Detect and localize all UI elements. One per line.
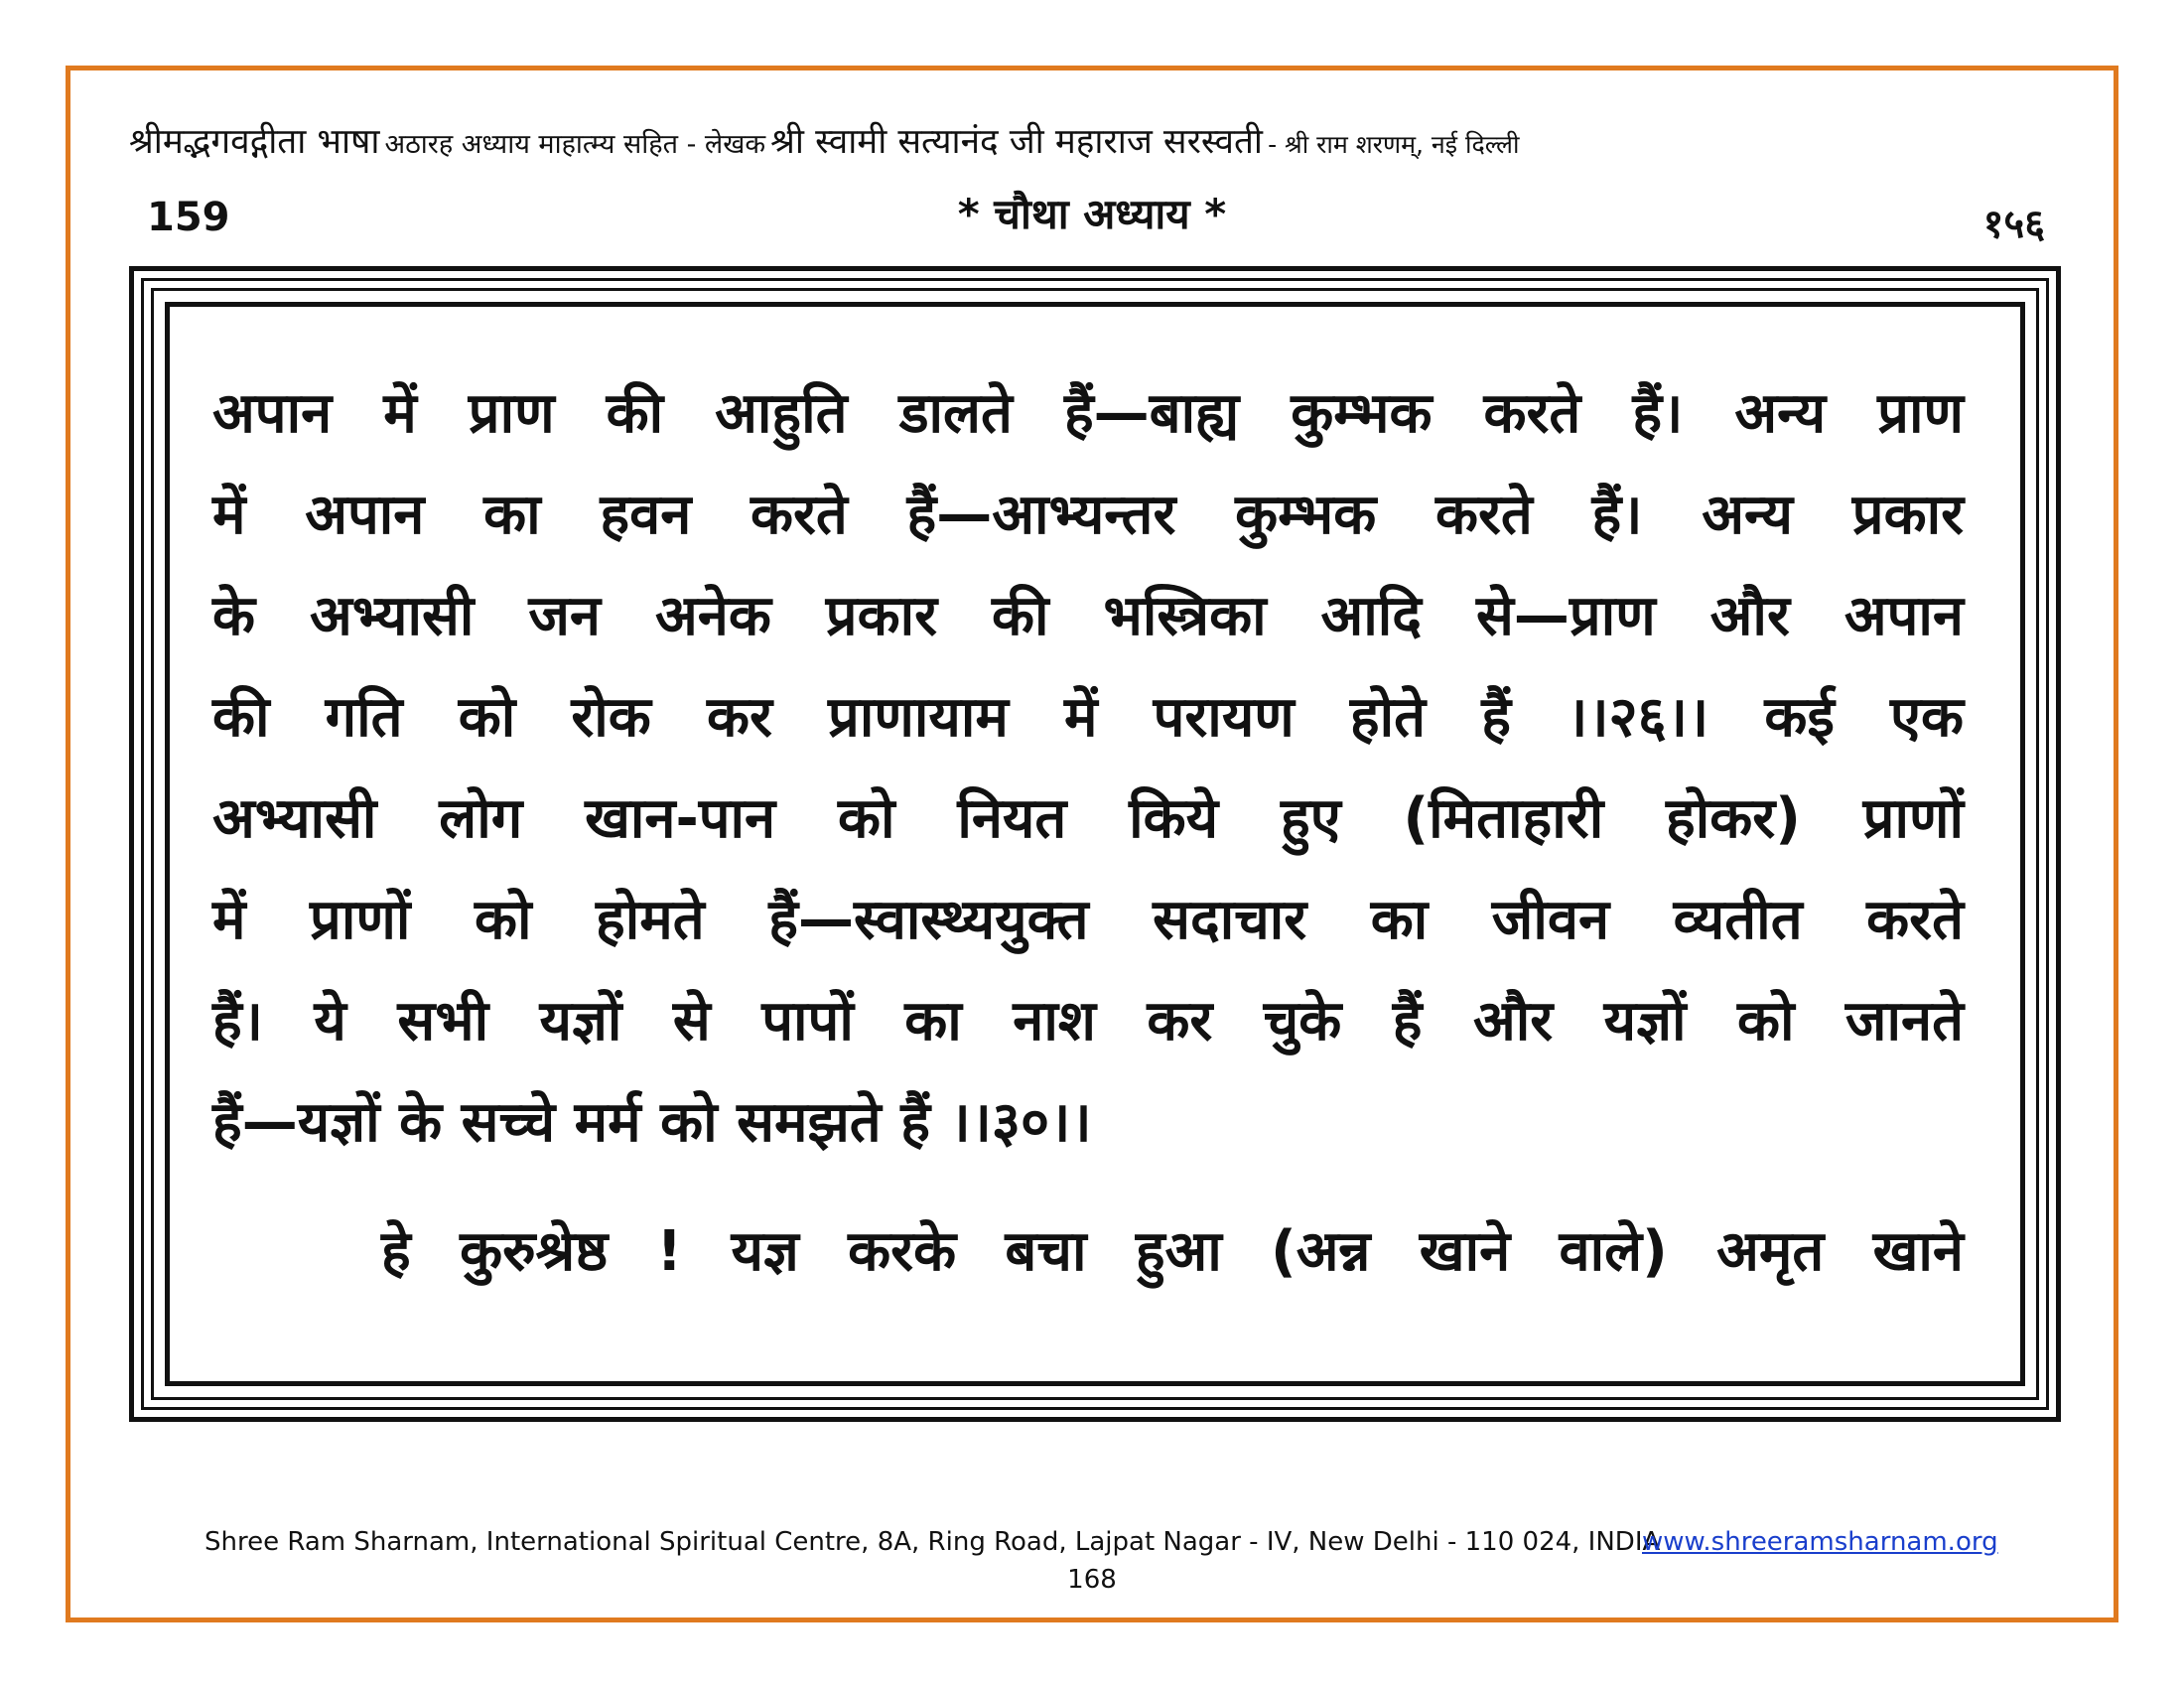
footer-address: Shree Ram Sharnam, International Spiritual Centre, 8A, Ring Road, Lajpat Nagar - IV, New Delhi - 110 024, INDIA — [205, 1527, 1661, 1557]
verse-line: में प्राणों को होमते हैं—स्वास्थ्ययुक्त सदाचार का जीवन व्यतीत करते — [212, 888, 1964, 952]
publisher-name: - श्री राम शरणम्, नई दिल्ली — [1268, 130, 1520, 159]
book-subtitle: अठारह अध्याय माहात्म्य सहित - लेखक — [384, 129, 766, 160]
chapter-title: * चौथा अध्याय * — [957, 190, 1227, 238]
verse-next-line: हे कुरुश्रेष्ठ ! यज्ञ करके बचा हुआ (अन्न खाने वाले) अमृत खाने — [381, 1219, 1964, 1284]
header-line — [129, 117, 2065, 164]
book-title: श्रीमद्भगवद्गीता भाषा — [129, 122, 380, 162]
website-link[interactable]: www.shreeramsharnam.org — [1642, 1527, 1998, 1557]
verse-line: अभ्यासी लोग खान-पान को नियत किये हुए (मिताहारी होकर) प्राणों — [212, 786, 1964, 851]
footer-page-number: 168 — [1067, 1565, 1117, 1595]
page-number-right: १५६ — [1982, 202, 2045, 247]
author-name: श्री स्वामी सत्यानंद जी महाराज सरस्वती — [770, 122, 1263, 162]
verse-line: के अभ्यासी जन अनेक प्रकार की भस्त्रिका आदि से—प्राण और अपान — [212, 584, 1964, 648]
verse-line: हैं—यज्ञों के सच्चे मर्म को समझते हैं ।।३०।। — [212, 1090, 1092, 1155]
page-number-left: 159 — [147, 195, 230, 240]
verse-line: की गति को रोक कर प्राणायाम में परायण होते हैं ।।२६।। कई एक — [212, 685, 1964, 750]
verse-text-block — [212, 363, 1964, 1303]
verse-line: अपान में प्राण की आहुति डालते हैं—बाह्य कुम्भक करते हैं। अन्य प्राण — [212, 381, 1964, 446]
verse-line: में अपान का हवन करते हैं—आभ्यन्तर कुम्भक करते हैं। अन्य प्रकार — [212, 483, 1964, 547]
verse-line: हैं। ये सभी यज्ञों से पापों का नाश कर चुके हैं और यज्ञों को जानते — [212, 989, 1964, 1054]
